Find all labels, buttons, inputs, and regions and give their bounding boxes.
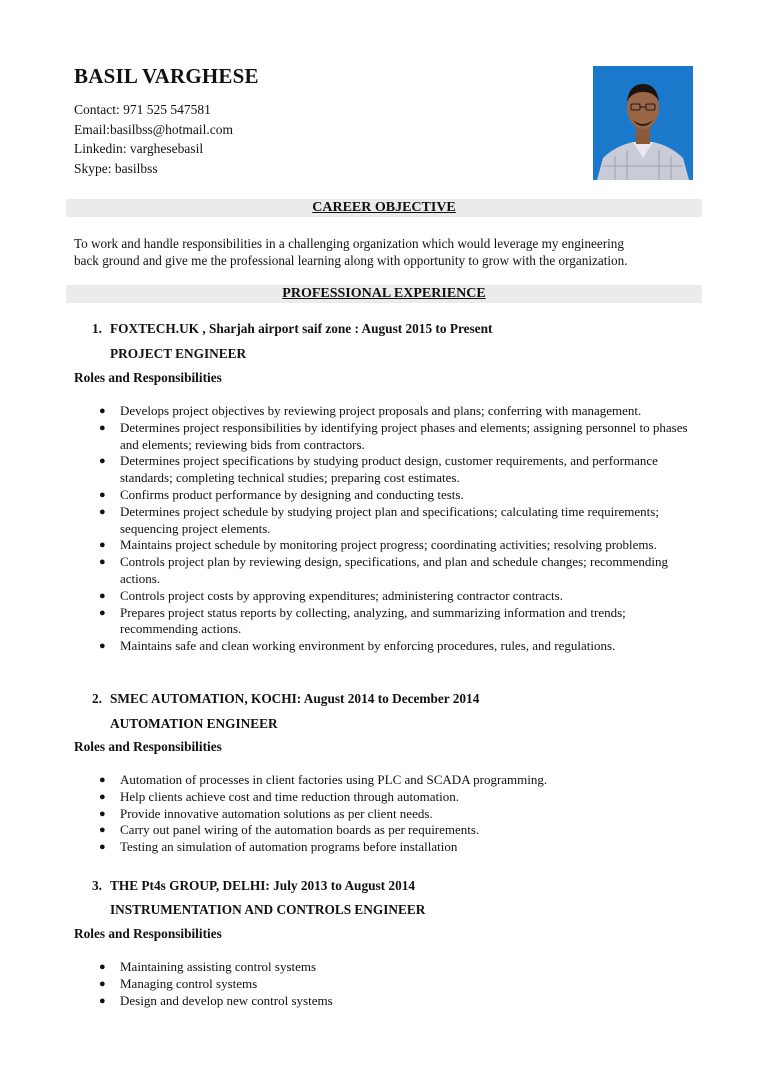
job-3-number: 3. (92, 878, 102, 893)
list-item (96, 504, 696, 538)
list-item (96, 605, 696, 639)
list-item (96, 537, 696, 554)
list-item-text: Controls project plan by reviewing design, specifications, and plan and schedule changes; recommending actions. (120, 554, 669, 586)
bullet-icon: ● (99, 505, 106, 518)
bullet-icon: ● (99, 807, 106, 820)
list-item-text: Help clients achieve cost and time reduction through automation. (120, 788, 459, 804)
job-2-number: 2. (92, 691, 102, 706)
job-1-heading (92, 321, 492, 337)
bullet-icon: ● (99, 961, 106, 973)
career-objective-heading-text: CAREER OBJECTIVE (312, 200, 456, 215)
list-item-text: Determines project schedule by studying project plan and specifications; calculating time requirements; sequencing project elements. (120, 503, 659, 536)
list-item (96, 993, 696, 1010)
list-item-text: Determines project specifications by studying product design, customer requirements, and performance standards; completing technical studies; preparing cost estimates. (120, 453, 658, 486)
contact-block (74, 100, 233, 178)
list-item-text: Maintains project schedule by monitoring project progress; coordinating activities; resolving problems. (120, 537, 657, 553)
list-item (96, 554, 696, 588)
list-item (96, 772, 696, 789)
job-3-heading (92, 878, 415, 894)
list-item-text: Automation of processes in client factories using PLC and SCADA programming. (120, 772, 548, 787)
contact-phone: Contact: 971 525 547581 (74, 102, 211, 117)
list-item-text: Provide innovative automation solutions as per client needs. (120, 805, 433, 821)
profile-photo-illustration (593, 66, 693, 180)
job-2-roles-label: Roles and Responsibilities (74, 739, 222, 754)
list-item-text: Confirms product performance by designing and conducting tests. (120, 486, 464, 502)
list-item-text: Determines project responsibilities by identifying project phases and elements; assigning personnel to phases and elements; reviewing bids from contractors. (120, 419, 688, 452)
list-item (96, 806, 696, 823)
list-item (96, 420, 696, 454)
bullet-icon: ● (99, 556, 106, 569)
bullet-icon: ● (99, 774, 106, 786)
job-1-number: 1. (92, 321, 102, 336)
bullet-icon: ● (99, 606, 106, 619)
list-item (96, 588, 696, 605)
bullet-icon: ● (99, 640, 106, 653)
list-item (96, 822, 696, 839)
objective-line-1: To work and handle responsibilities in a challenging organization which would leverage my engineering (74, 236, 624, 251)
professional-experience-heading (66, 285, 702, 303)
list-item-text: Maintains safe and clean working environment by enforcing procedures, rules, and regulations. (120, 638, 616, 654)
job-3-roles-label: Roles and Responsibilities (74, 926, 222, 941)
job-1-company: FOXTECH.UK , Sharjah airport saif zone : August 2015 to Present (110, 321, 493, 336)
job-2-title: AUTOMATION ENGINEER (110, 716, 278, 731)
job-1-roles-label: Roles and Responsibilities (74, 370, 222, 385)
bullet-icon: ● (99, 977, 106, 990)
list-item-text: Prepares project status reports by collecting, analyzing, and summarizing information and trends; recommending actions. (120, 604, 626, 637)
objective-text (74, 235, 698, 269)
list-item-text: Carry out panel wiring of the automation boards as per requirements. (120, 822, 480, 838)
professional-experience-heading-text: PROFESSIONAL EXPERIENCE (282, 286, 486, 301)
job-1-bullet-list (96, 403, 696, 655)
candidate-name: BASIL VARGHESE (74, 64, 259, 88)
bullet-icon: ● (99, 589, 106, 602)
job-2-company: SMEC AUTOMATION, KOCHI: August 2014 to December 2014 (110, 691, 480, 706)
contact-linkedin: Linkedin: varghesebasil (74, 141, 204, 156)
bullet-icon: ● (99, 790, 106, 803)
contact-skype: Skype: basilbss (74, 160, 158, 176)
list-item (96, 638, 696, 655)
list-item (96, 789, 696, 806)
bullet-icon: ● (99, 405, 106, 417)
job-3-title: INSTRUMENTATION AND CONTROLS ENGINEER (110, 902, 426, 917)
list-item (96, 959, 696, 976)
objective-line-2: back ground and give me the professional learning along with opportunity to grow with the organization. (74, 253, 628, 268)
list-item-text: Managing control systems (120, 975, 258, 991)
job-3-bullet-list (96, 959, 696, 1009)
list-item (96, 976, 696, 993)
bullet-icon: ● (99, 824, 106, 837)
bullet-icon: ● (99, 455, 106, 468)
bullet-icon: ● (99, 841, 106, 854)
bullet-icon: ● (99, 421, 106, 434)
list-item (96, 839, 696, 856)
bullet-icon: ● (99, 994, 106, 1007)
list-item-text: Testing an simulation of automation programs before installation (120, 839, 458, 855)
contact-email: Email:basilbss@hotmail.com (74, 121, 234, 137)
list-item-text: Develops project objectives by reviewing project proposals and plans; conferring with management. (120, 403, 642, 418)
list-item (96, 453, 696, 487)
list-item-text: Maintaining assisting control systems (120, 959, 317, 974)
profile-photo (593, 66, 693, 180)
job-1-title: PROJECT ENGINEER (110, 346, 247, 361)
list-item (96, 403, 696, 420)
bullet-icon: ● (99, 488, 106, 501)
bullet-icon: ● (99, 539, 106, 552)
list-item-text: Design and develop new control systems (120, 992, 333, 1008)
job-2-bullet-list (96, 772, 696, 856)
list-item (96, 487, 696, 504)
list-item-text: Controls project costs by approving expenditures; administering contractor contracts. (120, 587, 563, 603)
job-2-heading (92, 691, 479, 707)
job-3-company: THE Pt4s GROUP, DELHI: July 2013 to August 2014 (110, 878, 416, 893)
career-objective-heading (66, 199, 702, 217)
